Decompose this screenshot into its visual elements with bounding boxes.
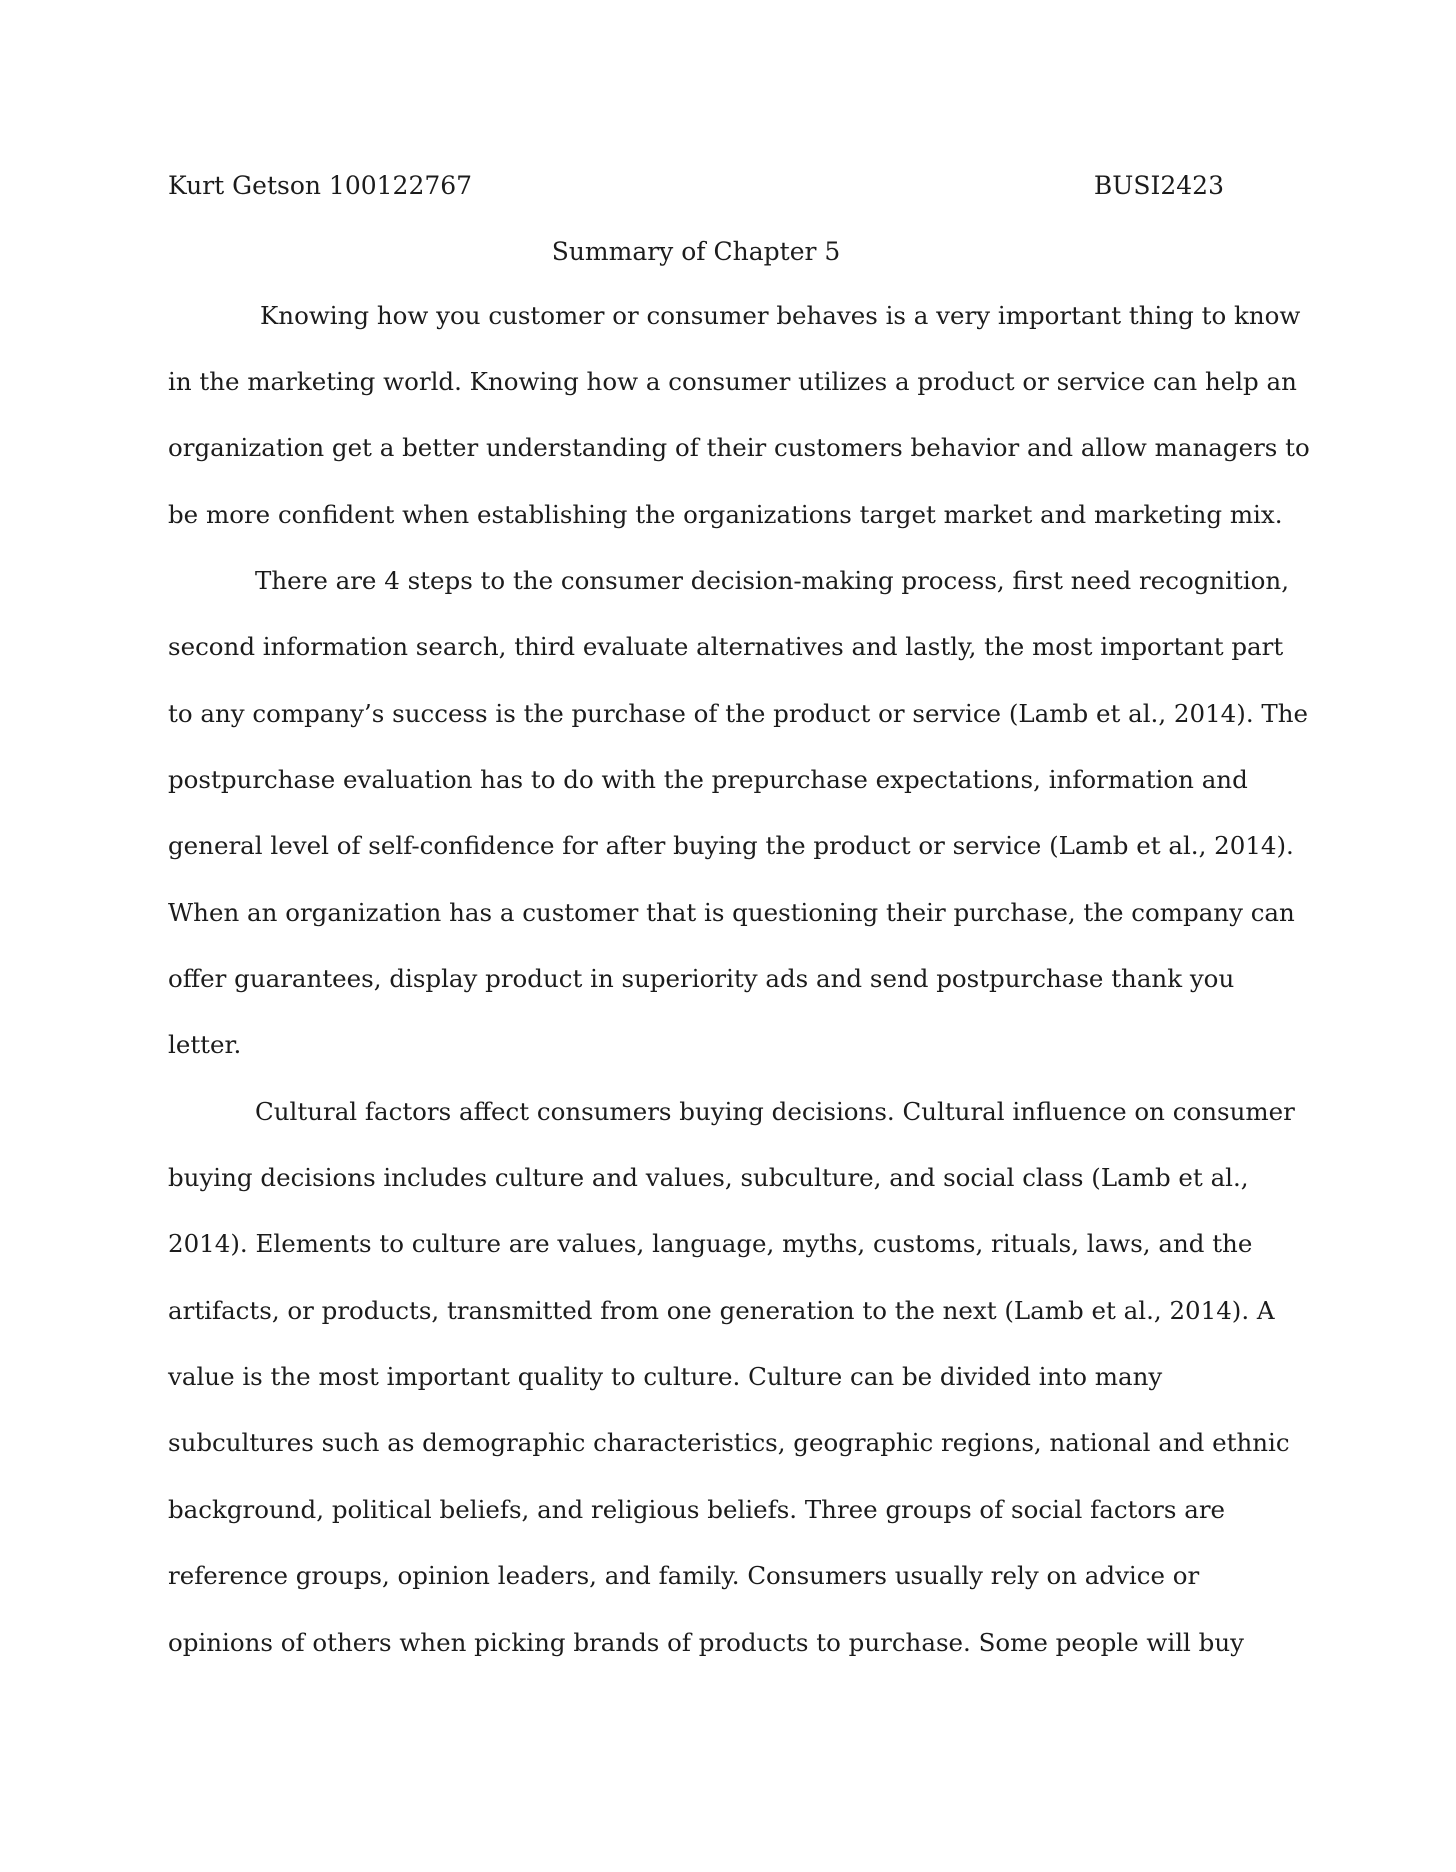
body-line: in the marketing world. Knowing how a consumer utilizes a product or service can help an — [168, 367, 1297, 396]
body-line: general level of self-confidence for after buying the product or service (Lamb et al., 2014). — [168, 831, 1294, 860]
body-line: background, political beliefs, and religious beliefs. Three groups of social factors are — [168, 1495, 1226, 1524]
body-line: Cultural factors affect consumers buying decisions. Cultural influence on consumer — [255, 1097, 1295, 1126]
document-header — [168, 168, 1224, 204]
body-line: value is the most important quality to culture. Culture can be divided into many — [168, 1362, 1163, 1391]
document-title: Summary of Chapter 5 — [551, 237, 841, 266]
body-line: organization get a better understanding of their customers behavior and allow managers to — [168, 433, 1310, 462]
body-line: postpurchase evaluation has to do with the prepurchase expectations, information and — [168, 765, 1248, 794]
body-line: 2014). Elements to culture are values, language, myths, customs, rituals, laws, and the — [168, 1229, 1253, 1258]
body-line: offer guarantees, display product in superiority ads and send postpurchase thank you — [168, 964, 1235, 993]
body-line: letter. — [168, 1030, 242, 1059]
body-line: second information search, third evaluate alternatives and lastly, the most important part — [168, 632, 1284, 661]
body-line: subcultures such as demographic characteristics, geographic regions, national and ethnic — [168, 1428, 1290, 1457]
body-line: opinions of others when picking brands of products to purchase. Some people will buy — [168, 1628, 1244, 1657]
body-line: reference groups, opinion leaders, and family. Consumers usually rely on advice or — [168, 1561, 1200, 1590]
body-line: buying decisions includes culture and values, subculture, and social class (Lamb et al., — [168, 1163, 1249, 1192]
course-code: BUSI2423 — [1093, 171, 1224, 200]
body-line: Knowing how you customer or consumer behaves is a very important thing to know — [260, 301, 1301, 330]
author-name-id: Kurt Getson 100122767 — [168, 171, 473, 200]
body-line: When an organization has a customer that is questioning their purchase, the company can — [168, 898, 1295, 927]
body-line: artifacts, or products, transmitted from one generation to the next (Lamb et al., 2014). A — [168, 1296, 1275, 1325]
body-line: be more confident when establishing the organizations target market and marketing mix. — [168, 500, 1283, 529]
body-line: There are 4 steps to the consumer decision-making process, first need recognition, — [255, 566, 1289, 595]
body-line: to any company’s success is the purchase of the product or service (Lamb et al., 2014). The — [168, 699, 1309, 728]
